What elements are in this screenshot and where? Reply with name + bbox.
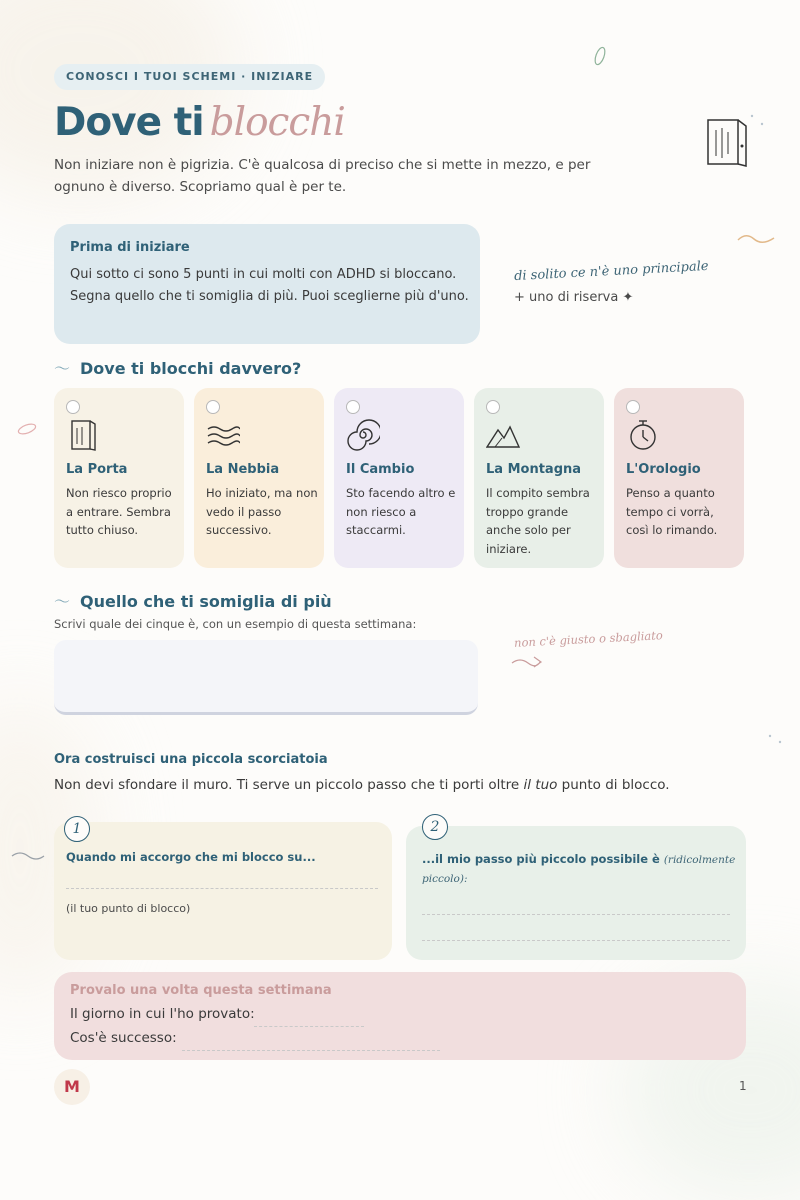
try-it-box — [54, 972, 746, 1060]
step-number: 2 — [422, 814, 448, 840]
try-it-line-1 — [70, 1006, 255, 1022]
sparkle-dots-icon — [766, 732, 786, 746]
step-hint: (il tuo punto di blocco) — [66, 902, 191, 915]
card-il-cambio[interactable] — [334, 388, 464, 568]
card-title: La Porta — [66, 462, 128, 477]
brand-logo: M — [54, 1069, 90, 1105]
fog-icon — [206, 418, 240, 452]
reserve-note: + uno di riserva ✦ — [514, 290, 634, 305]
section-title: Quello che ti somiglia di più — [80, 592, 332, 611]
title-script: blocchi — [209, 100, 345, 145]
wave-doodle-icon — [736, 230, 776, 246]
card-la-montagna[interactable] — [474, 388, 604, 568]
answer-field[interactable] — [54, 640, 478, 715]
intro-text: Non iniziare non è pigrizia. C'è qualcosa di preciso che si mette in mezzo, e per ognuno è diverso. Scopriamo qual è per te. — [54, 157, 591, 195]
handwritten-note: di solito ce n'è uno principale — [513, 258, 709, 285]
step-heading-script: (ridicolmente piccolo): — [422, 854, 736, 885]
prima-heading: Prima di iniziare — [70, 240, 190, 255]
step-heading: Quando mi accorgo che mi blocco su... — [66, 850, 316, 864]
line-label: Il giorno in cui l'ho provato: — [70, 1006, 255, 1022]
door-illustration-icon — [704, 116, 750, 168]
card-title: L'Orologio — [626, 462, 701, 477]
title-main: Dove ti — [54, 100, 204, 145]
card-title: La Montagna — [486, 462, 582, 477]
card-la-porta[interactable] — [54, 388, 184, 568]
radio-button[interactable] — [626, 400, 640, 414]
radio-button[interactable] — [206, 400, 220, 414]
write-line[interactable] — [422, 940, 730, 941]
card-la-nebbia[interactable] — [194, 388, 324, 568]
arrow-doodle-icon — [510, 654, 544, 670]
shortcut-text-part: Non devi sfondare il muro. Ti serve un piccolo passo che ti porti oltre — [54, 777, 524, 793]
section-heading — [54, 356, 301, 379]
try-it-line-2 — [70, 1030, 177, 1046]
line-label: Cos'è successo: — [70, 1030, 177, 1046]
mountain-icon — [486, 418, 520, 452]
sparkle-dots-icon — [748, 112, 768, 132]
clock-icon — [626, 418, 660, 452]
write-line[interactable] — [422, 914, 730, 915]
step-heading-text: ...il mio passo più piccolo possibile è — [422, 852, 660, 866]
radio-button[interactable] — [346, 400, 360, 414]
step-card-2 — [406, 819, 746, 960]
prima-box — [54, 224, 480, 344]
section-tag: CONOSCI I TUOI SCHEMI · INIZIARE — [54, 64, 325, 90]
handwritten-note: non c'è giusto o sbagliato — [513, 628, 664, 650]
card-desc: Sto facendo altro e non riesco a staccarmi. — [346, 486, 456, 537]
prima-text: Qui sotto ci sono 5 punti in cui molti con ADHD si bloccano. Segna quello che ti somiglia di più. Puoi sceglierne più d'uno. — [70, 267, 469, 304]
page-title — [54, 100, 345, 145]
step-number: 1 — [64, 816, 90, 842]
shortcut-text-italic: il tuo — [523, 777, 558, 793]
day-write-line[interactable] — [254, 1026, 364, 1027]
section-instructions: Scrivi quale dei cinque è, con un esempio di questa settimana: — [54, 617, 417, 631]
card-title: Il Cambio — [346, 462, 415, 477]
leaf-doodle-icon — [592, 44, 608, 68]
try-it-heading: Provalo una volta questa settimana — [70, 983, 332, 998]
shortcut-text-part: punto di blocco. — [557, 777, 670, 793]
radio-button[interactable] — [486, 400, 500, 414]
shortcut-heading: Ora costruisci una piccola scorciatoia — [54, 752, 328, 767]
card-title: La Nebbia — [206, 462, 280, 477]
write-line[interactable] — [66, 888, 378, 889]
radio-button[interactable] — [66, 400, 80, 414]
section-title: Dove ti blocchi davvero? — [80, 359, 302, 378]
card-desc: Ho iniziato, ma non vedo il passo successivo. — [206, 486, 318, 537]
leaf-doodle-icon — [16, 420, 38, 438]
section-heading — [54, 589, 332, 612]
card-desc: Penso a quanto tempo ci vorrà, così lo rimando. — [626, 486, 718, 537]
step-card-1 — [54, 822, 392, 960]
step-heading — [422, 850, 738, 888]
spiral-icon — [346, 418, 380, 452]
page-number: 1 — [739, 1079, 747, 1093]
card-desc: Non riesco proprio a entrare. Sembra tutto chiuso. — [66, 486, 172, 537]
card-l-orologio[interactable] — [614, 388, 744, 568]
door-icon — [66, 418, 100, 452]
outcome-write-line[interactable] — [182, 1050, 440, 1051]
wave-doodle-icon — [10, 848, 46, 864]
shortcut-text — [54, 777, 670, 793]
wave-icon: ～ — [54, 359, 71, 378]
card-desc: Il compito sembra troppo grande anche solo per iniziare. — [486, 486, 590, 556]
wave-icon: ～ — [54, 592, 71, 611]
